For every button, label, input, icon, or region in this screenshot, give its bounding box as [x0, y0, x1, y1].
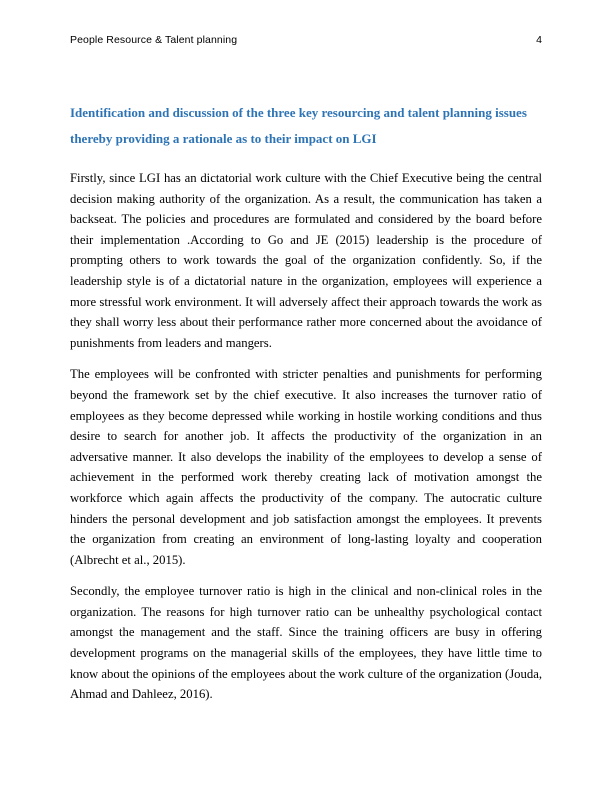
page-header	[70, 34, 542, 46]
page-number: 4	[536, 34, 542, 46]
document-body	[70, 100, 542, 716]
paragraph-3: Secondly, the employee turnover ratio is high in the clinical and non-clinical roles in the organization. The reasons for high turnover ratio can be unhealthy psychological contact amongst the management and the staff. Since the training officers are busy in offering development programs on the managerial skills of the employees, they have little time to know about the opinions of the employees about the work culture of the organization (Jouda, Ahmad and Dahleez, 2016).	[70, 584, 542, 702]
paragraph-1: Firstly, since LGI has an dictatorial work culture with the Chief Executive being the central decision making authority of the organization. As a result, the communication has taken a backseat. The policies and procedures are formulated and considered by the board before their implementation .According to Go and JE (2015) leadership is the procedure of prompting others to work towards the goal of the organization confidently. So, if the leadership style is of a dictatorial nature in the organization, employees will experience a more stressful work environment. It will adversely affect their approach towards the work as they shall worry less about their performance rather more concerned about the avoidance of punishments from leaders and mangers.	[70, 171, 542, 350]
section-heading: Identification and discussion of the three key resourcing and talent planning issues thereby providing a rationale as to their impact on LGI	[70, 105, 527, 146]
running-header-title: People Resource & Talent planning	[70, 34, 238, 46]
paragraph-2: The employees will be confronted with stricter penalties and punishments for performing beyond the framework set by the chief executive. It also increases the turnover ratio of employees as they become depressed while working in hostile working conditions and thus desire to search for another job. It affects the productivity of the organization in an adversative manner. It also develops the inability of the employees to develop a sense of achievement in the performed work thereby creating lack of motivation amongst the workforce which again affects the productivity of the company. The autocratic culture hinders the personal development and job satisfaction amongst the employees. It prevents the organization from creating an environment of long-lasting loyalty and cooperation (Albrecht et al., 2015).	[70, 367, 542, 567]
